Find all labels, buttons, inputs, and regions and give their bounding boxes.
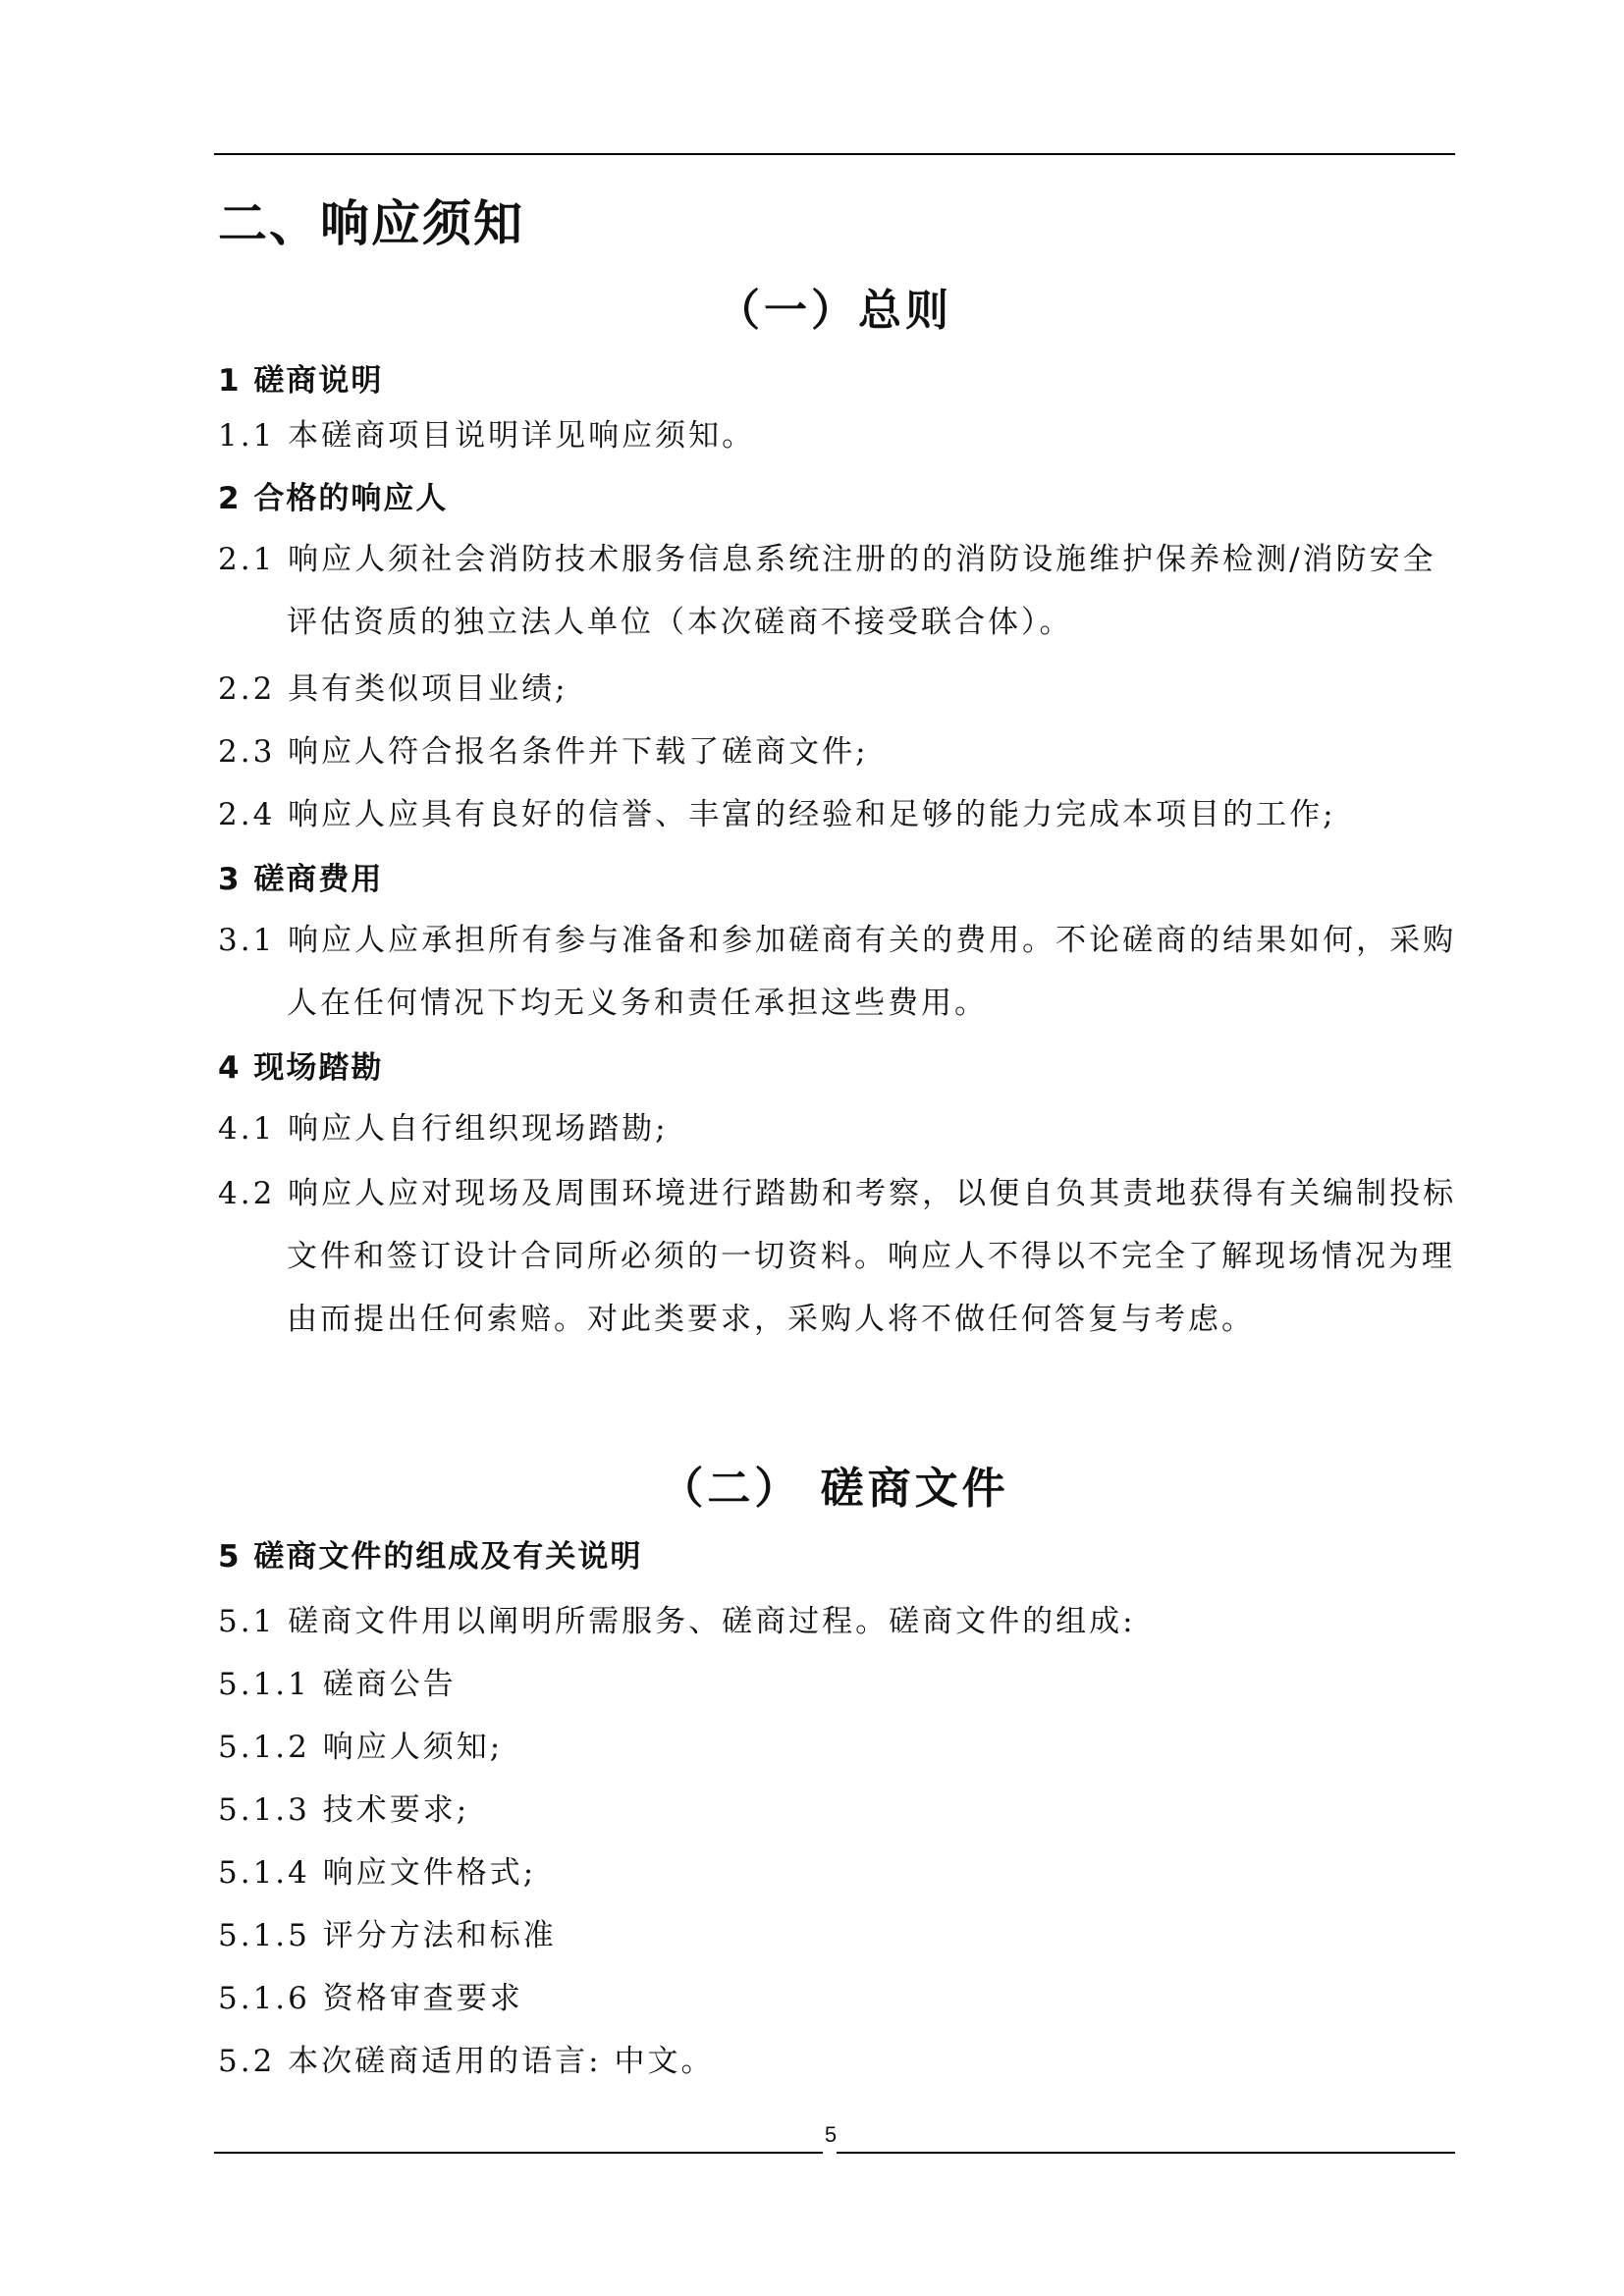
paragraph-2-3: 2.3 响应人符合报名条件并下载了磋商文件; — [218, 734, 869, 770]
paragraph-5-1: 5.1 磋商文件用以阐明所需服务、磋商过程。磋商文件的组成: — [218, 1604, 1136, 1639]
paragraph-4-2-cont-2: 由而提出任何索赔。对此类要求，采购人将不做任何答复与考虑。 — [287, 1302, 1255, 1337]
chapter-title: 二、响应须知 — [218, 195, 524, 252]
paragraph-4-2: 4.2 响应人应对现场及周围环境进行踏勘和考察，以便自负其责地获得有关编制投标 — [218, 1176, 1457, 1211]
paragraph-4-1: 4.1 响应人自行组织现场踏勘; — [218, 1111, 669, 1147]
paragraph-5-1-2: 5.1.2 响应人须知; — [218, 1730, 504, 1765]
header-rule — [214, 153, 1455, 155]
paragraph-5-1-4: 5.1.4 响应文件格式; — [218, 1855, 537, 1891]
paragraph-5-2: 5.2 本次磋商适用的语言: 中文。 — [218, 2044, 715, 2079]
paragraph-5-1-1: 5.1.1 磋商公告 — [218, 1667, 457, 1702]
paragraph-5-1-6: 5.1.6 资格审查要求 — [218, 1981, 523, 2016]
paragraph-3-1: 3.1 响应人应承担所有参与准备和参加磋商有关的费用。不论磋商的结果如何，采购 — [218, 923, 1457, 958]
paragraph-2-4: 2.4 响应人应具有良好的信誉、丰富的经验和足够的能力完成本项目的工作; — [218, 797, 1336, 832]
page-number: 5 — [824, 2122, 838, 2147]
heading-1: 1 磋商说明 — [218, 363, 384, 399]
heading-2: 2 合格的响应人 — [218, 481, 449, 516]
paragraph-5-1-3: 5.1.3 技术要求; — [218, 1792, 470, 1828]
paragraph-3-1-cont: 人在任何情况下均无义务和责任承担这些费用。 — [287, 986, 988, 1021]
paragraph-5-1-5: 5.1.5 评分方法和标准 — [218, 1918, 557, 1953]
paragraph-1-1: 1.1 本磋商项目说明详见响应须知。 — [218, 418, 756, 454]
paragraph-2-1: 2.1 响应人须社会消防技术服务信息系统注册的的消防设施维护保养检测/消防安全 — [218, 542, 1436, 577]
heading-3: 3 磋商费用 — [218, 862, 384, 897]
heading-4: 4 现场踏勘 — [218, 1050, 384, 1086]
section-title-general: （一）总则 — [717, 286, 952, 336]
paragraph-4-2-cont-1: 文件和签订设计合同所必须的一切资料。响应人不得以不完全了解现场情况为理 — [287, 1239, 1455, 1274]
paragraph-2-1-cont: 评估资质的独立法人单位（本次磋商不接受联合体）。 — [287, 605, 1073, 640]
section-title-documents: （二） 磋商文件 — [660, 1464, 1009, 1514]
footer-rule-left — [214, 2152, 823, 2154]
footer-rule-right — [837, 2152, 1455, 2154]
paragraph-2-2: 2.2 具有类似项目业绩; — [218, 671, 568, 707]
heading-5: 5 磋商文件的组成及有关说明 — [218, 1539, 643, 1575]
